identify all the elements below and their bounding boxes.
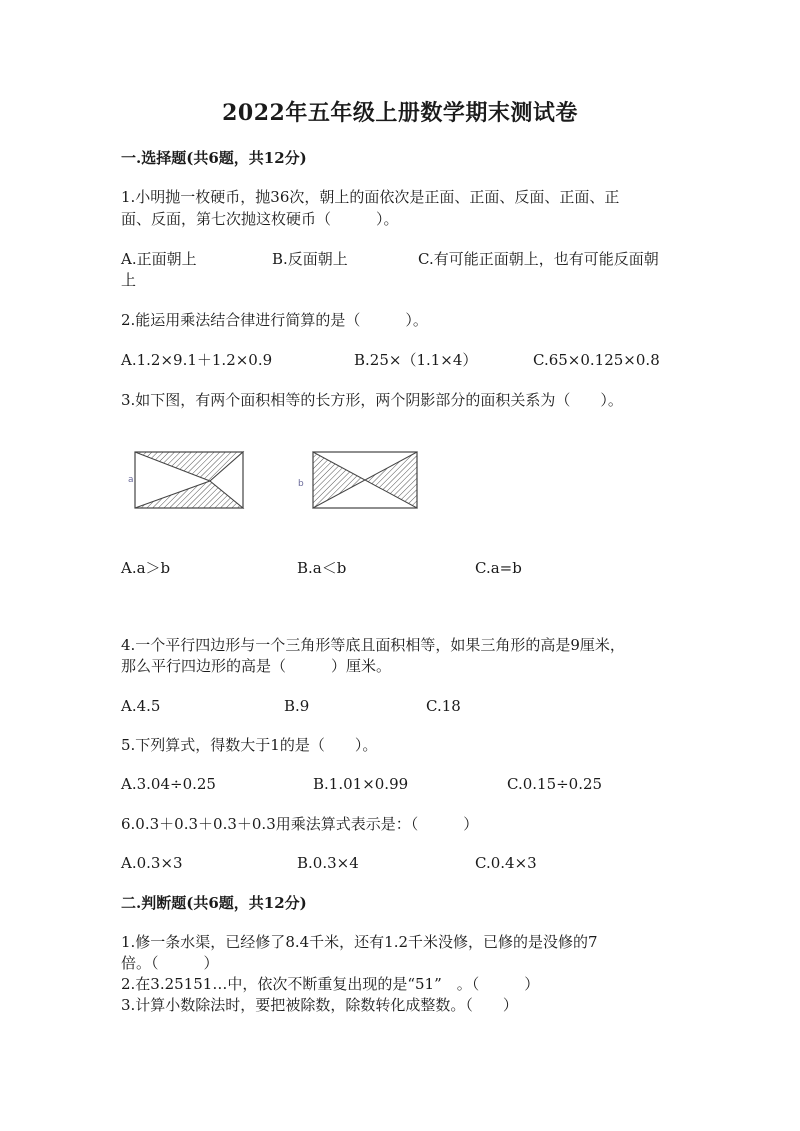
q6-option-a: A.0.3×3: [121, 854, 183, 872]
q2-option-a: A.1.2×9.1＋1.2×0.9: [121, 351, 273, 369]
q1-option-a: A.正面朝上: [121, 250, 197, 268]
q4-option-b: B.9: [284, 697, 310, 715]
q2-option-c: C.65×0.125×0.8: [533, 351, 660, 369]
judge-q3: 3.计算小数除法时，要把被除数，除数转化成整数。（ ）: [121, 996, 518, 1014]
q5-option-b: B.1.01×0.99: [313, 775, 409, 793]
judge-q1-line2: 倍。（ ）: [121, 954, 219, 972]
q6-option-b: B.0.3×4: [297, 854, 359, 872]
q3-option-c: C.a=b: [475, 559, 522, 577]
figure-b-rectangle: [310, 449, 420, 511]
q2-option-b: B.25×（1.1×4）: [354, 351, 478, 369]
q3-text: 3.如下图，有两个面积相等的长方形，两个阴影部分的面积关系为（ ）。: [121, 391, 623, 409]
q1-option-c-line1: C.有可能正面朝上，也有可能反面朝: [418, 250, 659, 268]
figure-b-shade-left: [313, 452, 365, 508]
judge-q1-line1: 1.修一条水渠，已经修了8.4千米，还有1.2千米没修，已修的是没修的7: [121, 933, 598, 951]
q1-option-b: B.反面朝上: [272, 250, 348, 268]
q6-text: 6.0.3＋0.3＋0.3＋0.3用乘法算式表示是：（ ）: [121, 815, 479, 833]
q3-option-a: A.a＞b: [121, 559, 171, 577]
section-heading-choice: 一.选择题(共6题，共12分): [121, 149, 307, 167]
q1-option-c-line2: 上: [121, 271, 137, 289]
q1-text-line1: 1.小明抛一枚硬币，抛36次，朝上的面依次是正面、正面、反面、正面、正: [121, 188, 620, 206]
figure-a-rectangle: [132, 449, 246, 511]
q6-option-c: C.0.4×3: [475, 854, 537, 872]
q5-text: 5.下列算式，得数大于1的是（ ）。: [121, 736, 378, 754]
q5-option-a: A.3.04÷0.25: [121, 775, 216, 793]
figure-b-label: b: [298, 479, 304, 489]
page-title: 2022年五年级上册数学期末测试卷: [222, 100, 578, 126]
q4-text-line1: 4.一个平行四边形与一个三角形等底且面积相等，如果三角形的高是9厘米，: [121, 636, 625, 654]
q4-text-line2: 那么平行四边形的高是（ ）厘米。: [121, 657, 392, 675]
q5-option-c: C.0.15÷0.25: [507, 775, 603, 793]
q2-text: 2.能运用乘法结合律进行简算的是（ ）。: [121, 311, 428, 329]
section-heading-judge: 二.判断题(共6题，共12分): [121, 894, 307, 912]
q4-option-a: A.4.5: [121, 697, 161, 715]
q3-option-b: B.a＜b: [297, 559, 347, 577]
figure-a-label: a: [128, 475, 134, 485]
q1-text-line2: 面、反面，第七次抛这枚硬币（ ）。: [121, 210, 399, 228]
figure-b-shade-right: [365, 452, 417, 508]
q4-option-c: C.18: [426, 697, 461, 715]
judge-q2: 2.在3.25151…中，依次不断重复出现的是“51” 。（ ）: [121, 975, 540, 993]
